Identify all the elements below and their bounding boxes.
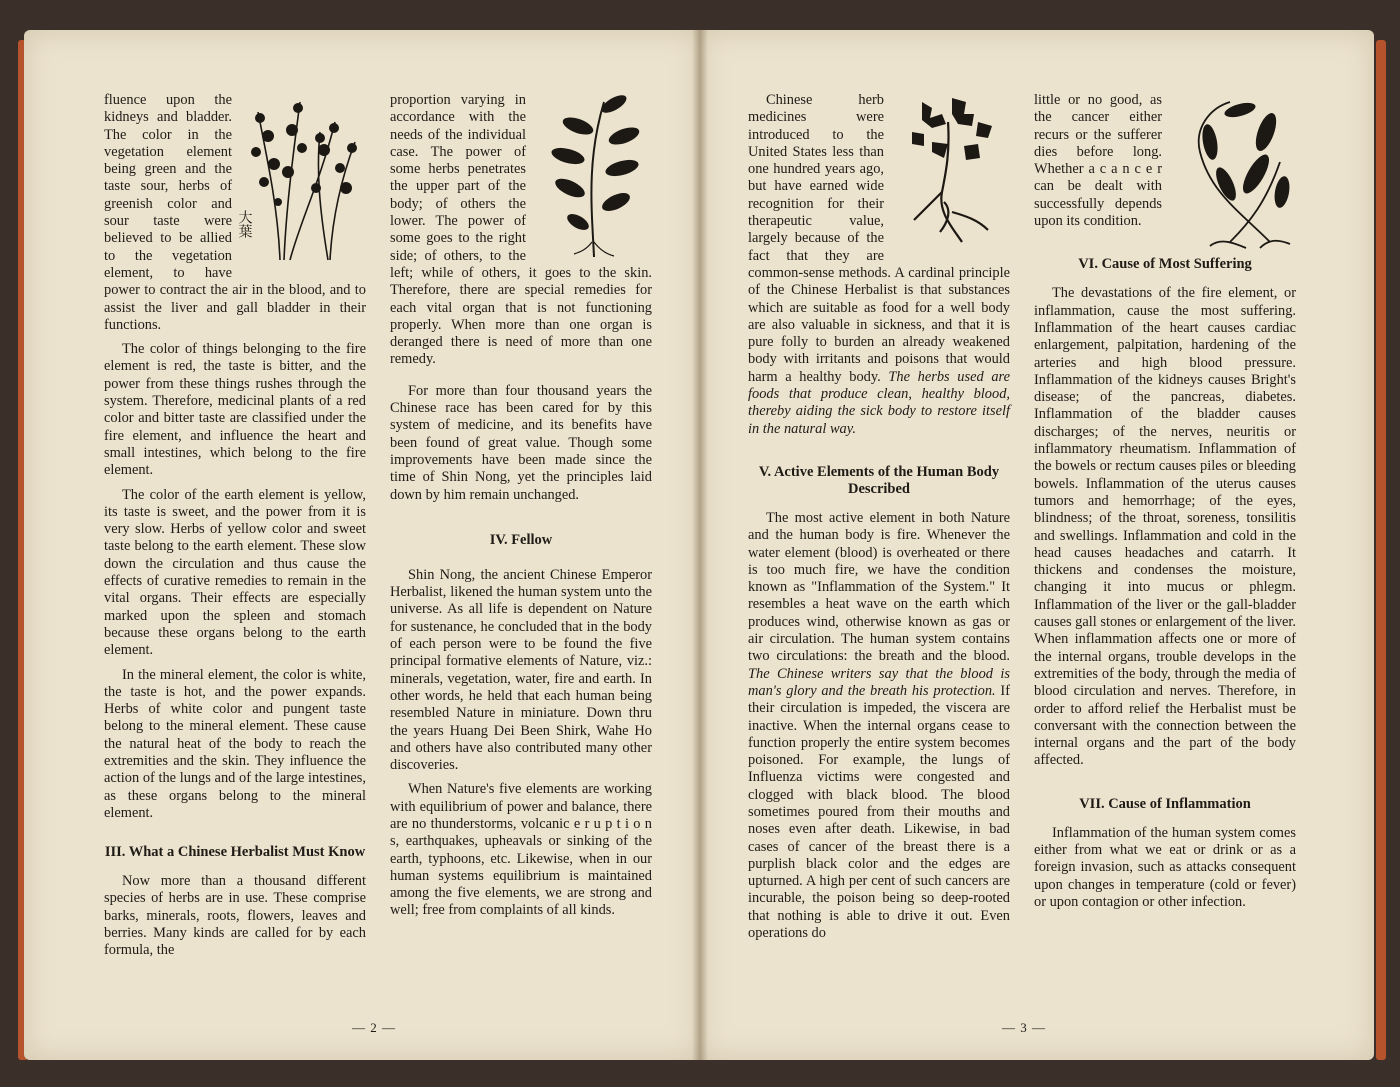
- paragraph: little or no good, as the cancer either recurs or the sufferer dies before long. Whether a c a n c e r can be dealt with successfully depends upon its condition.: [1034, 92, 1162, 230]
- left-page-column-2: [390, 92, 652, 927]
- paragraph: In the mineral element, the color is white, the taste is hot, and the power expands. Herbs of white color and pungent taste belong to the mineral element. These cause the natural heat of the body to reach the extremities and the skin. They influence the action of the lungs and of the large intestines, as these organs belong to the mineral element.: [104, 666, 366, 821]
- herb-illustration-grass: [236, 92, 366, 264]
- binding-gutter: [692, 30, 708, 1060]
- herb-illustration-vine: [1170, 92, 1296, 252]
- paragraph: For more than four thousand years the Chinese race has been cared for by this system of medicine, and its benefits have been found of great value. Though some improvements have been made since the time of Shin Nong, yet the principles laid down by him remain unchanged.: [390, 382, 652, 503]
- paragraph-text: The most active element in both Nature and the human body is fire. Whenever the water element (blood) is overheated or there is too much fire, we have the condition known as "Inflammation of the System." It resembles a heat wave on the earth which produces wind, otherwise known as gas or air circulation. The human system contains two circulations: the breath and the blood.: [748, 509, 1010, 665]
- paragraph: Shin Nong, the ancient Chinese Emperor Herbalist, likened the human system unto the universe. As all life is dependent on Nature for sustenance, he concluded that in the body of each person were to be found the five principal formative elements of Nature, viz.: minerals, vegetation, water, fire and earth. In other words, he held that each human being resembled Nature in miniature. Down thru the years Huang Dei Been Shirk, Wahe Ho and others have also contributed many other discoveries.: [390, 566, 652, 774]
- paragraph: Now more than a thousand different species of herbs are in use. These comprise barks, minerals, roots, flowers, leaves and berries. Many kinds are called for by each formula, the: [104, 873, 366, 959]
- paragraph-text: Chinese herb medicines were introduced to the United States less than one hundred years ago, but have earned wide recognition for their therapeutic value, largely because of the fact that they are common-sense methods. A cardinal principle of the Chinese Herbalist is that substances which are suitable as food for a well body are also valuable in sickness, and that it is pure folly to burden an already weakened body with irritants and poisons that would harm a healthy body.: [748, 92, 1010, 385]
- vine-herb-icon: [1170, 92, 1296, 252]
- cover-edge-right: [1376, 40, 1386, 1060]
- root-herb-icon: [892, 92, 1010, 252]
- left-page: [24, 30, 700, 1060]
- herb-chinese-label: 大葉: [236, 210, 252, 238]
- paragraph: fluence upon the kidneys and bladder. The color in the vegetation element being green and the taste sour, herbs of greenish color and sour taste were believed to be allied to the vegetation element, to have power to contract the air in the blood, and to assist the liver and gall bladder in their functions.: [104, 92, 366, 333]
- section-heading: V. Active Elements of the Human Body Described: [758, 463, 1000, 497]
- paragraph: When Nature's five elements are working with equilibrium of power and balance, there are no thunderstorms, volcanic e r u p t i o n s, earthquakes, upheavals or sinking of the earth, typhoons, etc. Likewise, when in our human systems equilibrium is maintained among the five elements, we are strong and well; free from complaints of all kinds.: [390, 781, 652, 919]
- paragraph: The color of the earth element is yellow, its taste is sweet, and the power from it is very slow. Herbs of yellow color and sweet taste belong to the earth element. These slow down the circulation and thus cause the effects of curative remedies to remain in the vital organs. Their effects are especially marked upon the spleen and stomach because these organs belong to the earth element.: [104, 486, 366, 659]
- herb-illustration-leaves: [534, 92, 652, 260]
- grass-herb-icon: [236, 92, 366, 264]
- paragraph: Inflammation of the human system comes either from what we eat or drink or as a foreign invasion, such as attacks consequent upon changes in temperature (cold or fever) or upon contagion or other infection.: [1034, 824, 1296, 910]
- paragraph: [748, 510, 1010, 942]
- paragraph: The color of things belonging to the fire element is red, the taste is bitter, and the power from these things rushes through the system. Therefore, medicinal plants of a red color and bitter taste are classified under the fire element, and influence the heart and small intestines, which belong to the fire element.: [104, 341, 366, 479]
- emphasis-text: The herbs used are foods that produce clean, healthy blood, thereby aiding the sick body to restore itself in the natural way.: [748, 368, 1010, 437]
- right-page-column-1: [748, 92, 1010, 949]
- emphasis-text: The Chinese writers say that the blood is man's glory and the breath his protection.: [748, 665, 1010, 699]
- left-page-column-1: [104, 92, 366, 967]
- leafy-herb-icon: [534, 92, 652, 260]
- paragraph: proportion varying in accordance with the needs of the individual case. The power of some herbs penetrates the upper part of the body; of others the lower. The power of some goes to the right side; of others, to the left; while of others, it goes to the skin. Therefore, there are special remedies for each vital organ that is not functioning properly. When more than one organ is deranged there is need of more than one remedy.: [390, 92, 652, 368]
- section-heading: VII. Cause of Inflammation: [1079, 795, 1251, 812]
- section-heading: III. What a Chinese Herbalist Must Know: [104, 844, 366, 861]
- right-page-column-2: [1034, 92, 1296, 918]
- section-heading: IV. Fellow: [489, 531, 553, 548]
- section-heading: VI. Cause of Most Suffering: [1078, 256, 1252, 273]
- page-number: — 3 —: [1002, 1020, 1046, 1035]
- herb-illustration-root: [892, 92, 1010, 252]
- right-page: [700, 30, 1374, 1060]
- paragraph: The devastations of the fire element, or inflammation, cause the most suffering. Inflammation of the heart causes cardiac enlargement, palpitation, hardening of the arteries and high blood pressure. Inflammation of the kidneys causes Bright's disease; of the pancreas, diabetes. Inflammation of the bladder causes discharges; of the nerves, neuritis or inflammatory rheumatism. Inflammation of the bowels or rectum causes piles or bleeding bowels. Inflammation of the uterus causes tumors and hemorrhage; of the eyes, blindness; of the throat, soreness, tonsilitis and swellings. Inflammation and cold in the head causes headaches and catarrh. It thickens and condenses the moisture, changing it into mucus or phlegm. Inflammation of the liver or the gall-bladder causes gall stones or enlargement of the liver. When inflammation affects one or more of the internal organs, trouble develops in the extremities of the body, through the media of blood circulation and nerves. Therefore, in order to afford relief the Herbalist must be conversant with the connection between the internal organs and the part of the body affected.: [1034, 285, 1296, 769]
- page-number: — 2 —: [352, 1020, 396, 1035]
- paragraph-text: If their circulation is impeded, the viscera are inactive. When the internal organs cease to function properly the entire system becomes poisoned. For example, the lungs of Influenza victims were congested and clogged with black blood. The blood sometimes poured from their mouths and noses even after death. Likewise, in bad cases of cancer of the breast there is a purplish black color and the edges are upturned. A high per cent of such cancers are incurable, the poison being so deep-rooted that nothing is able to drive it out. Even operations do: [748, 682, 1010, 942]
